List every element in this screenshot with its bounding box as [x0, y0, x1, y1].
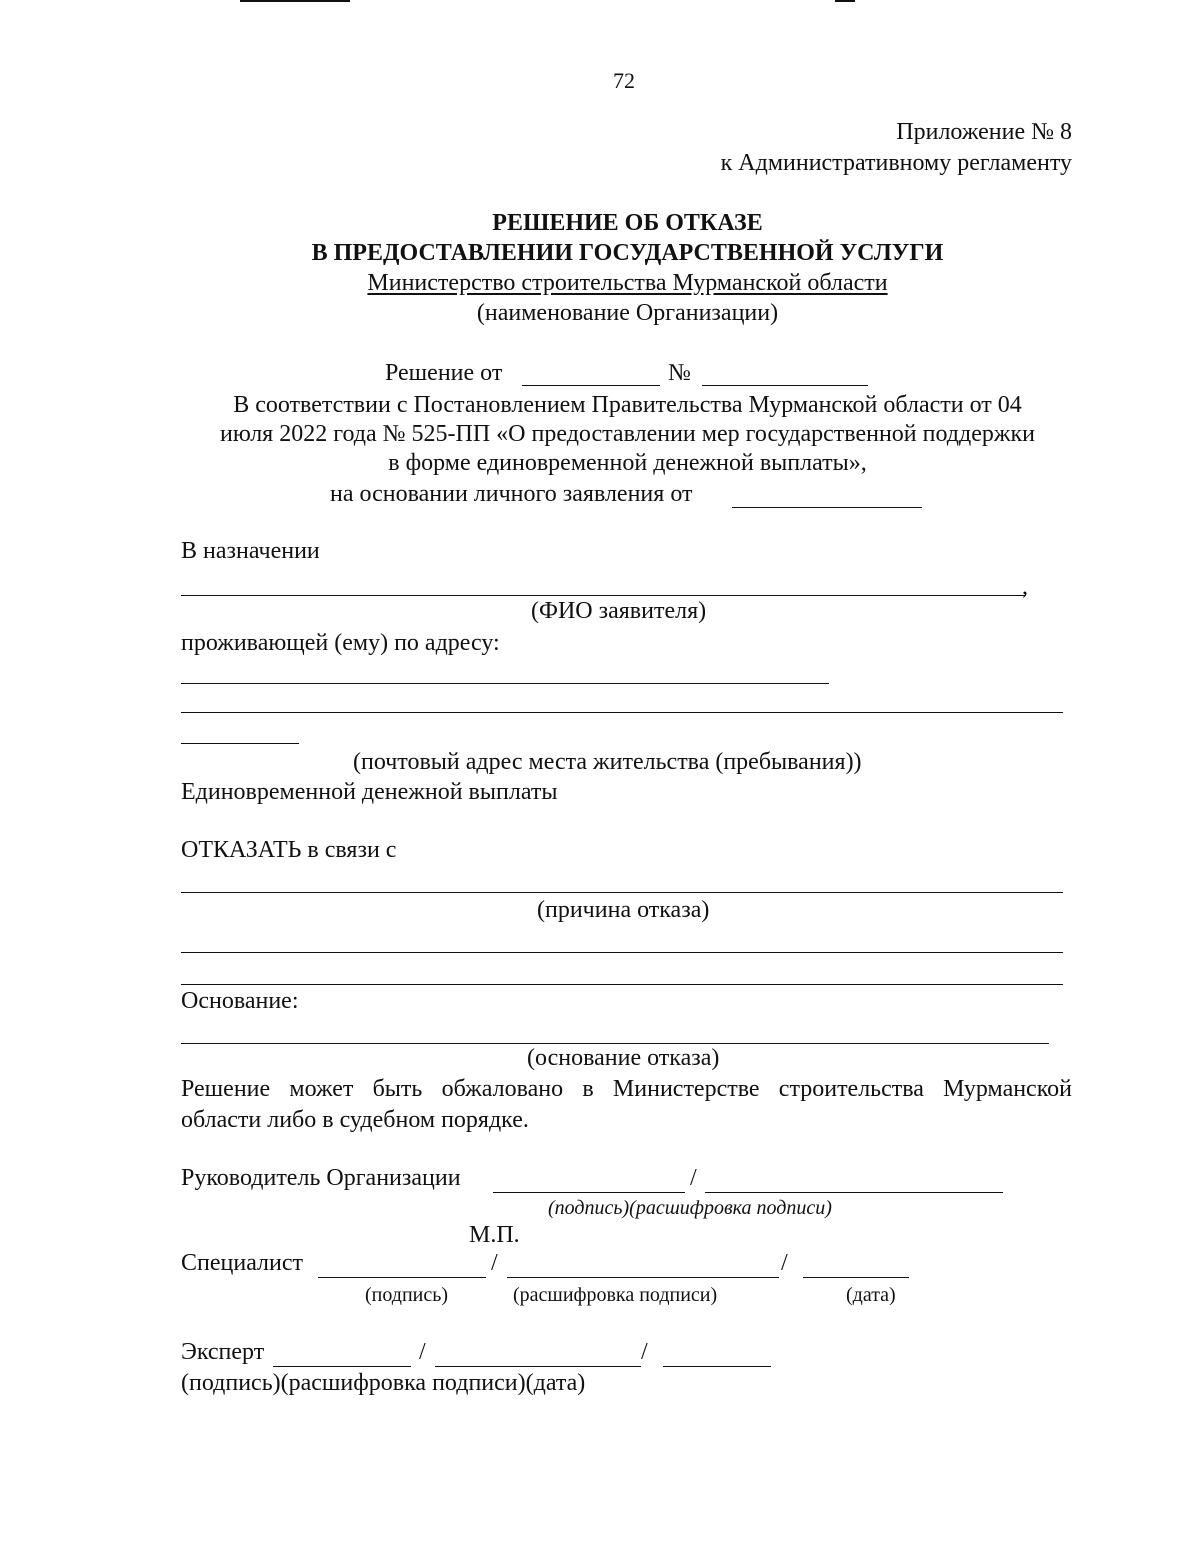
- specialist-decoding-caption: (расшифровка подписи): [513, 1284, 718, 1306]
- head-signature-slash: /: [690, 1165, 697, 1191]
- organization-name: [0, 270, 1200, 297]
- document-title-line2: В ПРЕДОСТАВЛЕНИИ ГОСУДАРСТВЕННОЙ УСЛУГИ: [311, 240, 944, 266]
- expert-date-field[interactable]: [663, 1366, 771, 1367]
- specialist-signature-field[interactable]: [318, 1277, 486, 1278]
- basis-line-2: июля 2022 года № 525-ПП «О предоставлении мер государственной поддержки: [220, 421, 1035, 447]
- specialist-signature-caption: (подпись): [365, 1284, 449, 1306]
- address-label: проживающей (ему) по адресу:: [181, 630, 500, 656]
- scan-artifact-top-2: [835, 0, 855, 2]
- document-title-line1: РЕШЕНИЕ ОБ ОТКАЗЕ: [492, 210, 763, 236]
- expert-slash-1: /: [419, 1339, 426, 1365]
- refusal-reason-field-1[interactable]: [181, 892, 1063, 893]
- specialist-slash-1: /: [491, 1250, 498, 1276]
- expert-caption: (подпись)(расшифровка подписи)(дата): [181, 1370, 586, 1396]
- appendix-reference: к Административному регламенту: [720, 150, 1072, 176]
- expert-signature-field[interactable]: [273, 1366, 411, 1367]
- page-number: 72: [613, 68, 635, 93]
- refusal-basis-label: Основание:: [181, 988, 299, 1014]
- decision-number-field[interactable]: [702, 385, 868, 386]
- appendix-number: Приложение № 8: [896, 119, 1072, 145]
- appeal-line-1: Решение может быть обжаловано в Министерстве строительства Мурманской: [181, 1076, 1072, 1102]
- head-decoding-field[interactable]: [705, 1192, 1003, 1193]
- application-label: на основании личного заявления от: [330, 481, 693, 507]
- application-date-field[interactable]: [732, 507, 922, 508]
- refusal-basis-caption: (основание отказа): [527, 1045, 720, 1071]
- expert-slash-2: /: [641, 1339, 648, 1365]
- payment-label: Единовременной денежной выплаты: [181, 779, 558, 805]
- refusal-reason-field-2[interactable]: [181, 952, 1063, 953]
- refusal-reason-caption: (причина отказа): [537, 897, 710, 923]
- scan-artifact-top-1: [240, 0, 350, 2]
- specialist-decoding-field[interactable]: [507, 1277, 779, 1278]
- assignment-label: В назначении: [181, 538, 320, 564]
- expert-label: Эксперт: [181, 1339, 265, 1365]
- refusal-reason-field-3[interactable]: [181, 984, 1063, 985]
- specialist-slash-2: /: [781, 1250, 788, 1276]
- head-signature-caption: (подпись)(расшифровка подписи): [548, 1197, 832, 1219]
- head-signature-field[interactable]: [493, 1192, 685, 1193]
- applicant-name-field[interactable]: [181, 595, 1025, 596]
- head-signature-label: Руководитель Организации: [181, 1165, 461, 1191]
- seal-label: М.П.: [469, 1222, 520, 1248]
- basis-line-3: в форме единовременной денежной выплаты»,: [388, 450, 867, 476]
- basis-line-1: В соответствии с Постановлением Правительства Мурманской области от 04: [233, 392, 1022, 418]
- organization-caption: (наименование Организации): [476, 300, 779, 326]
- expert-decoding-field[interactable]: [435, 1366, 641, 1367]
- specialist-date-caption: (дата): [846, 1284, 896, 1306]
- applicant-name-caption: (ФИО заявителя): [531, 598, 707, 624]
- applicant-name-comma: ,: [1022, 574, 1028, 600]
- specialist-label: Специалист: [181, 1250, 304, 1276]
- refusal-basis-field[interactable]: [181, 1043, 1049, 1044]
- specialist-date-field[interactable]: [803, 1277, 909, 1278]
- refusal-label: ОТКАЗАТЬ в связи с: [181, 837, 397, 863]
- address-field-3[interactable]: [181, 743, 299, 744]
- decision-date-label: Решение от: [385, 360, 503, 386]
- address-field-2[interactable]: [181, 712, 1063, 713]
- address-field-1[interactable]: [181, 683, 829, 684]
- address-caption: (почтовый адрес места жительства (пребывания)): [353, 749, 862, 775]
- organization-name-text: Министерство строительства Мурманской области: [367, 270, 888, 296]
- decision-number-label: №: [668, 360, 691, 386]
- appeal-line-2: области либо в судебном порядке.: [181, 1107, 529, 1133]
- decision-date-field[interactable]: [522, 385, 660, 386]
